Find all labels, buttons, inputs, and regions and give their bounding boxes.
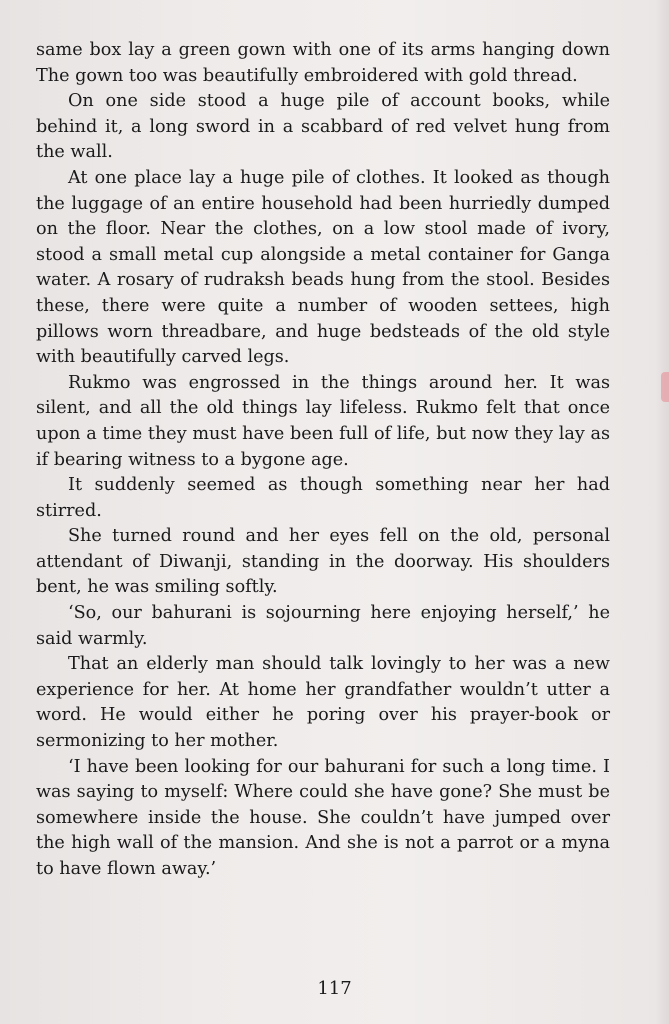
paragraph: It suddenly seemed as though something near her had stirred. (36, 475, 610, 521)
paragraph: ‘So, our bahurani is sojourning here enjoying herself,’ he said warmly. (36, 603, 610, 649)
page-edge-shadow (655, 0, 669, 1024)
paragraph: ‘I have been looking for our bahurani for such a long time. I was saying to myself: Where could she have gone? She must be somewhere inside the house. She couldn’t have jumped over the high wall of the mansion. And she is not a parrot or a myna to have flown away.’ (36, 756, 610, 879)
body-text (36, 38, 610, 883)
page-marker (661, 372, 669, 402)
paragraph: On one side stood a huge pile of account books, while behind it, a long sword in a scabbard of red velvet hung from the wall. (36, 91, 610, 163)
paragraph: same box lay a green gown with one of its arms hanging down The gown too was beautifully embroidered with gold thread. (36, 40, 610, 86)
paragraph: That an elderly man should talk lovingly to her was a new experience for her. At home her grandfather wouldn’t utter a word. He would either he poring over his prayer-book or sermonizing to her mother. (36, 654, 610, 752)
page-number: 117 (317, 978, 352, 999)
paragraph: At one place lay a huge pile of clothes. It looked as though the luggage of an entire household had been hurriedly dumped on the floor. Near the clothes, on a low stool made of ivory, stood a small metal cup alongside a metal container for Ganga water. A rosary of rudraksh beads hung from the stool. Besides these, there were quite a number of wooden settees, high pillows worn threadbare, and huge bedsteads of the old style with beautifully carved legs. (36, 167, 610, 368)
paragraph: Rukmo was engrossed in the things around her. It was silent, and all the old things lay lifeless. Rukmo felt that once upon a time they must have been full of life, but now they lay as if bearing witness to a bygone age. (36, 372, 610, 470)
paragraph: She turned round and her eyes fell on the old, personal attendant of Diwanji, standing in the doorway. His shoulders bent, he was smiling softly. (36, 526, 610, 598)
